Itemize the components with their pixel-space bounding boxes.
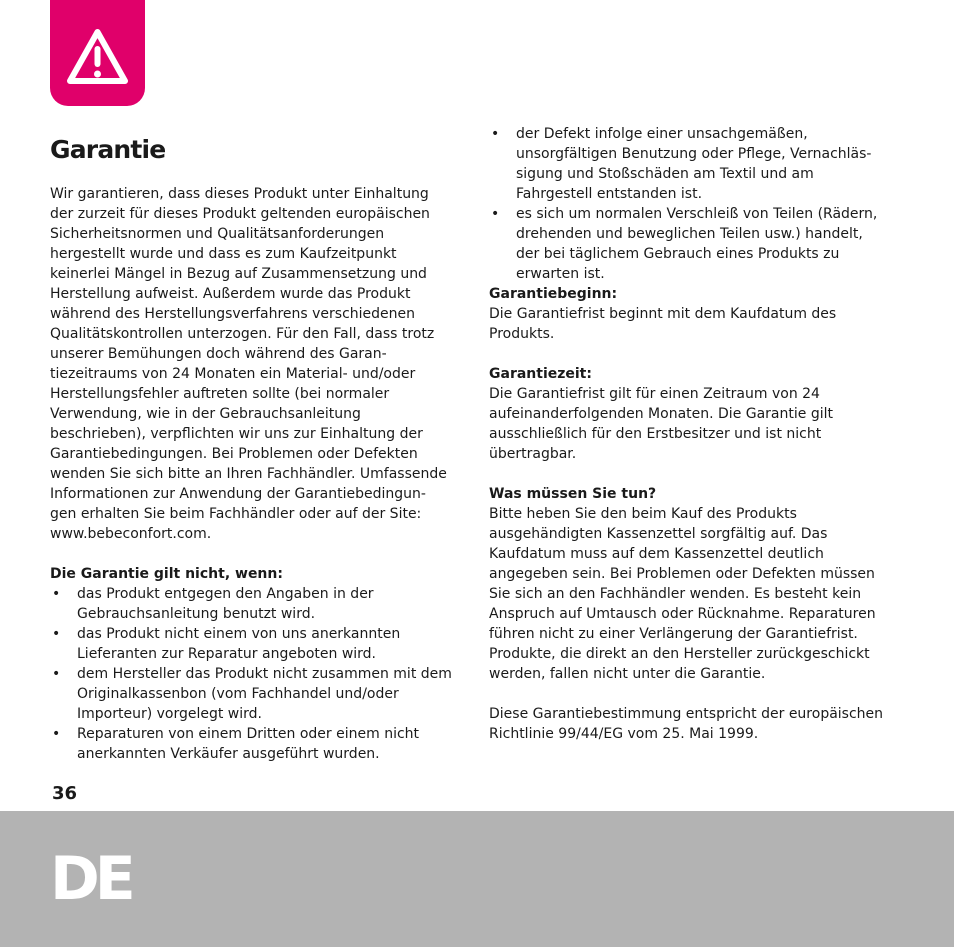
- section-heading: Was müssen Sie tun?: [489, 486, 657, 502]
- exclusion-list: [50, 584, 460, 764]
- page-number: 36: [52, 783, 78, 804]
- language-code: DE: [50, 844, 131, 914]
- section-body: Bitte heben Sie den beim Kauf des Produkts ausgehändigten Kassenzettel sorgfältig auf. Das Kaufdatum muss auf dem Kassenzettel deutlich angegeben sein. Bei Problemen oder Defekten müssen Sie sich an den Fachhändler wenden. Es besteht kein Anspruch auf Umtausch oder Rücknahme. Reparaturen führen nicht zu einer Verlängerung der Garantiefrist. Produkte, die direkt an den Hersteller zurückgeschickt werden, fallen nicht unter die Garantie.: [489, 506, 876, 682]
- closing-paragraph: Diese Garantiebestimmung entspricht der europäischen Richtlinie 99/44/EG vom 25. Mai 1999.: [489, 706, 884, 742]
- page-title: Garantie: [50, 135, 166, 164]
- spacer: [50, 544, 460, 564]
- section-body: Die Garantiefrist beginnt mit dem Kaufdatum des Produkts.: [489, 306, 837, 342]
- list-item: • der Defekt infolge einer unsachgemäßen, unsorgfältigen Benutzung oder Pflege, Vernachläs- sigung und Stoßschäden am Textil und am Fahrgestell entstanden ist.: [489, 124, 899, 204]
- list-item: • das Produkt entgegen den Angaben in der Gebrauchsanleitung benutzt wird.: [50, 584, 460, 624]
- right-column: [489, 124, 899, 744]
- warning-triangle-icon: [66, 28, 129, 86]
- list-item: • es sich um normalen Verschleiß von Teilen (Rädern, drehenden und beweglichen Teilen usw.) handelt, der bei täglichem Gebrauch eines Produkts zu erwarten ist.: [489, 204, 899, 284]
- spacer: [489, 684, 899, 704]
- list-item: • das Produkt nicht einem von uns anerkannten Lieferanten zur Reparatur angeboten wird.: [50, 624, 460, 664]
- spacer: [489, 464, 899, 484]
- spacer: [489, 344, 899, 364]
- footer-band: [0, 811, 954, 947]
- section-heading: Die Garantie gilt nicht, wenn:: [50, 566, 283, 582]
- section-body: Die Garantiefrist gilt für einen Zeitraum von 24 aufeinanderfolgenden Monaten. Die Garantie gilt ausschließlich für den Erstbesitzer und ist nicht übertragbar.: [489, 386, 833, 462]
- list-item: • Reparaturen von einem Dritten oder einem nicht anerkannten Verkäufer ausgeführt wurden.: [50, 724, 460, 764]
- warning-tab: [50, 0, 145, 106]
- left-column: [50, 184, 460, 764]
- exclusion-list-continued: [489, 124, 899, 284]
- intro-paragraph: Wir garantieren, dass dieses Produkt unter Einhaltung der zurzeit für dieses Produkt geltenden europäischen Sicherheitsnormen und Qualitätsanforderungen hergestellt wurde und dass es zum Kaufzeitpunkt keinerlei Mängel in Bezug auf Zusammensetzung und Herstellung aufweist. Außerdem wurde das Produkt während des Herstellungsverfahrens verschiedenen Qualitätskontrollen unterzogen. Für den Fall, dass trotz unserer Bemühungen doch während des Garan- tiezeitraums von 24 Monaten ein Material- und/oder Herstellungsfehler auftreten sollte (bei normaler Verwendung, wie in der Gebrauchsanleitung beschrieben), verpflichten wir uns zur Einhaltung der Garantiebedingungen. Bei Problemen oder Defekten wenden Sie sich bitte an Ihren Fachhändler. Umfassende Informationen zur Anwendung der Garantiebedingun- gen erhalten Sie beim Fachhändler oder auf der Site: www.bebeconfort.com.: [50, 186, 447, 542]
- section-heading: Garantiezeit:: [489, 366, 592, 382]
- section-heading: Garantiebeginn:: [489, 286, 618, 302]
- list-item: • dem Hersteller das Produkt nicht zusammen mit dem Originalkassenbon (vom Fachhandel und/oder Importeur) vorgelegt wird.: [50, 664, 460, 724]
